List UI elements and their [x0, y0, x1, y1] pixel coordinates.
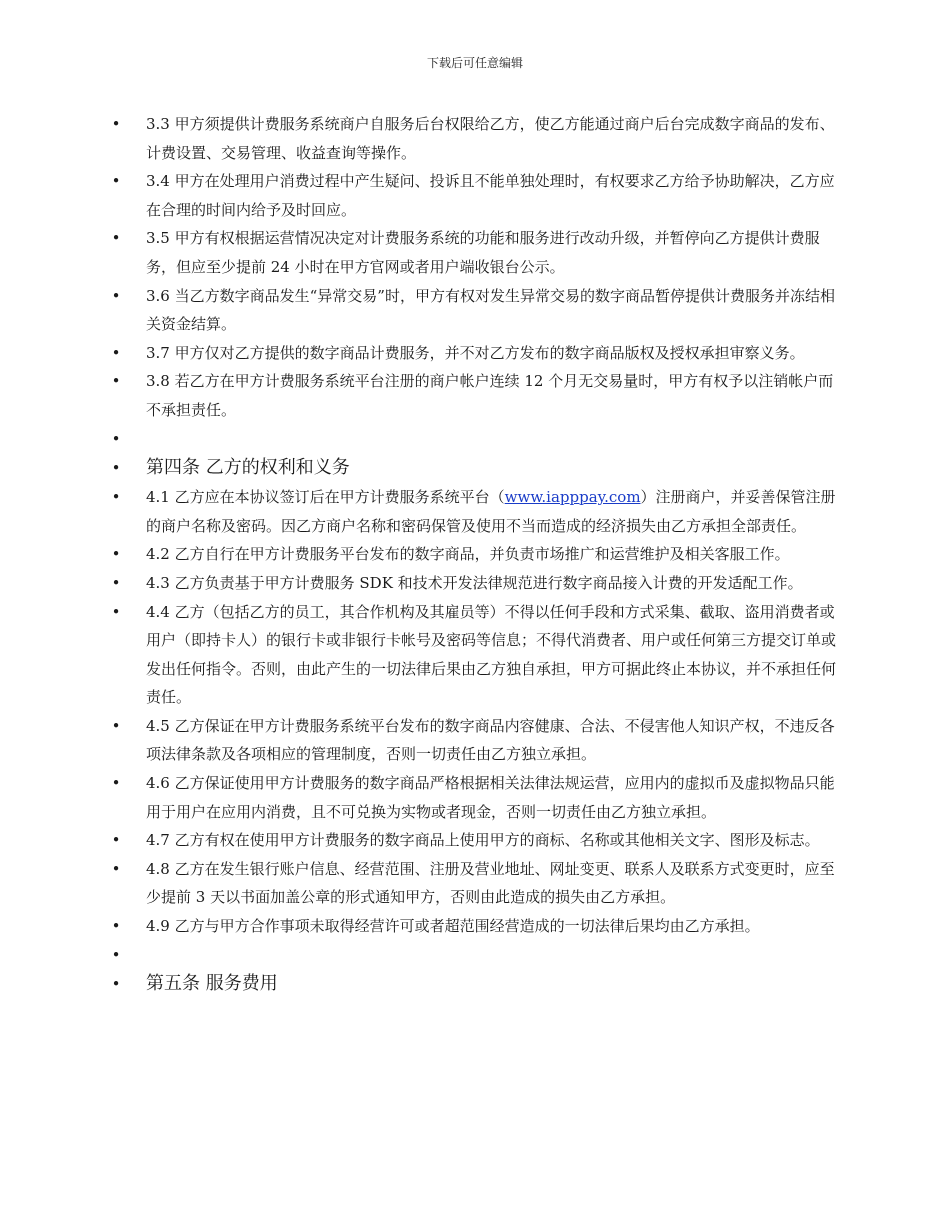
bullet-icon: • [111, 459, 121, 478]
bullet-icon: • [111, 545, 121, 564]
bullet-icon: • [111, 573, 121, 592]
website-link[interactable]: www.iapppay.com [504, 488, 641, 507]
bullet-icon: • [111, 286, 121, 305]
bullet-icon: • [111, 115, 121, 133]
bullet-icon: • [111, 172, 121, 191]
clause-4-8 [0, 855, 950, 912]
section-title: 第四条 乙方的权利和义务 [146, 457, 350, 479]
clause-text: 3.8 若乙方在甲方计费服务系统平台注册的商户帐户连续 12 个月无交易量时，甲方有权予以注销帐户而不承担责任。 [146, 372, 834, 419]
clause-3-4 [0, 167, 950, 224]
section-heading-5 [0, 969, 950, 999]
bullet-icon: • [111, 343, 121, 362]
clause-text: 4.8 乙方在发生银行账户信息、经营范围、注册及营业地址、网址变更、联系人及联系方式变更时，应至少提前 3 天以书面加盖公章的形式通知甲方，否则由此造成的损失由乙方承担。 [146, 859, 835, 907]
clause-4-7 [0, 826, 950, 855]
clause-text: 3.3 甲方须提供计费服务系统商户自服务后台权限给乙方，使乙方能通过商户后台完成数字商品的发布、计费设置、交易管理、收益查询等操作。 [146, 115, 835, 162]
bullet-icon: • [111, 774, 121, 793]
bullet-icon: • [111, 859, 121, 878]
clause-4-3 [0, 569, 950, 598]
bullet-icon: • [111, 975, 121, 994]
clause-text: 4.5 乙方保证在甲方计费服务系统平台发布的数字商品内容健康、合法、不侵害他人知识产权，不违反各项法律条款及各项相应的管理制度，否则一切责任由乙方独立承担。 [146, 716, 835, 764]
bullet-icon: • [111, 716, 121, 735]
clause-4-1 [0, 483, 950, 540]
clause-text: 4.9 乙方与甲方合作事项未取得经营许可或者超范围经营造成的一切法律后果均由乙方承担。 [146, 917, 760, 936]
clause-4-9 [0, 912, 950, 941]
clause-3-6 [0, 282, 950, 339]
clause-text: 3.7 甲方仅对乙方提供的数字商品计费服务，并不对乙方发布的数字商品版权及授权承担审察义务。 [146, 343, 805, 362]
empty-item [0, 941, 950, 970]
clause-3-7 [0, 339, 950, 368]
bullet-icon: • [111, 831, 121, 850]
clause-text: 3.4 甲方在处理用户消费过程中产生疑问、投诉且不能单独处理时，有权要求乙方给予协助解决，乙方应在合理的时间内给予及时回应。 [146, 172, 835, 219]
page-header: 下载后可任意编辑 [426, 56, 523, 70]
clause-text: 4.2 乙方自行在甲方计费服务平台发布的数字商品，并负责市场推广和运营维护及相关客服工作。 [146, 545, 790, 564]
clause-text-before-link: 4.1 乙方应在本协议签订后在甲方计费服务系统平台（ [146, 488, 505, 507]
section-heading-4 [0, 453, 950, 483]
clause-3-8 [0, 367, 950, 424]
empty-item [0, 425, 950, 454]
bullet-icon: • [111, 429, 121, 448]
clause-4-4 [0, 598, 950, 712]
bullet-icon: • [111, 229, 121, 248]
section-title: 第五条 服务费用 [146, 973, 278, 995]
clause-text-after-link: ）注册商户，并妥善保管注册的商户名称及密码。因乙方商户名称和密码保管及使用不当而造成的经济损失由乙方承担全部责任。 [146, 488, 836, 535]
clause-text: 3.6 当乙方数字商品发生“异常交易”时，甲方有权对发生异常交易的数字商品暂停提供计费服务并冻结相关资金结算。 [146, 286, 835, 334]
clause-text: 4.6 乙方保证使用甲方计费服务的数字商品严格根据相关法律法规运营，应用内的虚拟币及虚拟物品只能用于用户在应用内消费，且不可兑换为实物或者现金，否则一切责任由乙方独立承担。 [146, 774, 835, 821]
bullet-icon: • [111, 602, 121, 621]
clause-4-5 [0, 712, 950, 769]
clause-4-2 [0, 540, 950, 569]
bullet-icon: • [111, 488, 121, 507]
clause-text: 4.7 乙方有权在使用甲方计费服务的数字商品上使用甲方的商标、名称或其他相关文字、图形及标志。 [146, 831, 820, 850]
document-body [0, 110, 950, 999]
bullet-icon: • [111, 372, 121, 391]
clause-3-5 [0, 224, 950, 281]
clause-text: 4.3 乙方负责基于甲方计费服务 SDK 和技术开发法律规范进行数字商品接入计费的开发适配工作。 [146, 573, 803, 592]
bullet-icon: • [111, 917, 121, 936]
clause-4-6 [0, 769, 950, 826]
clause-text: 4.4 乙方（包括乙方的员工，其合作机构及其雇员等）不得以任何手段和方式采集、截取、盗用消费者或用户（即持卡人）的银行卡或非银行卡帐号及密码等信息；不得代消费者、用户或任何第三方提交订单或发出任何指令。否则，由此产生的一切法律后果由乙方独自承担，甲方可据此终止本协议，并不承担任何责任。 [146, 602, 837, 707]
clause-text: 3.5 甲方有权根据运营情况决定对计费服务系统的功能和服务进行改动升级，并暂停向乙方提供计费服务，但应至少提前 24 小时在甲方官网或者用户端收银台公示。 [146, 229, 820, 276]
bullet-icon: • [111, 945, 121, 964]
clause-3-3 [0, 110, 950, 167]
